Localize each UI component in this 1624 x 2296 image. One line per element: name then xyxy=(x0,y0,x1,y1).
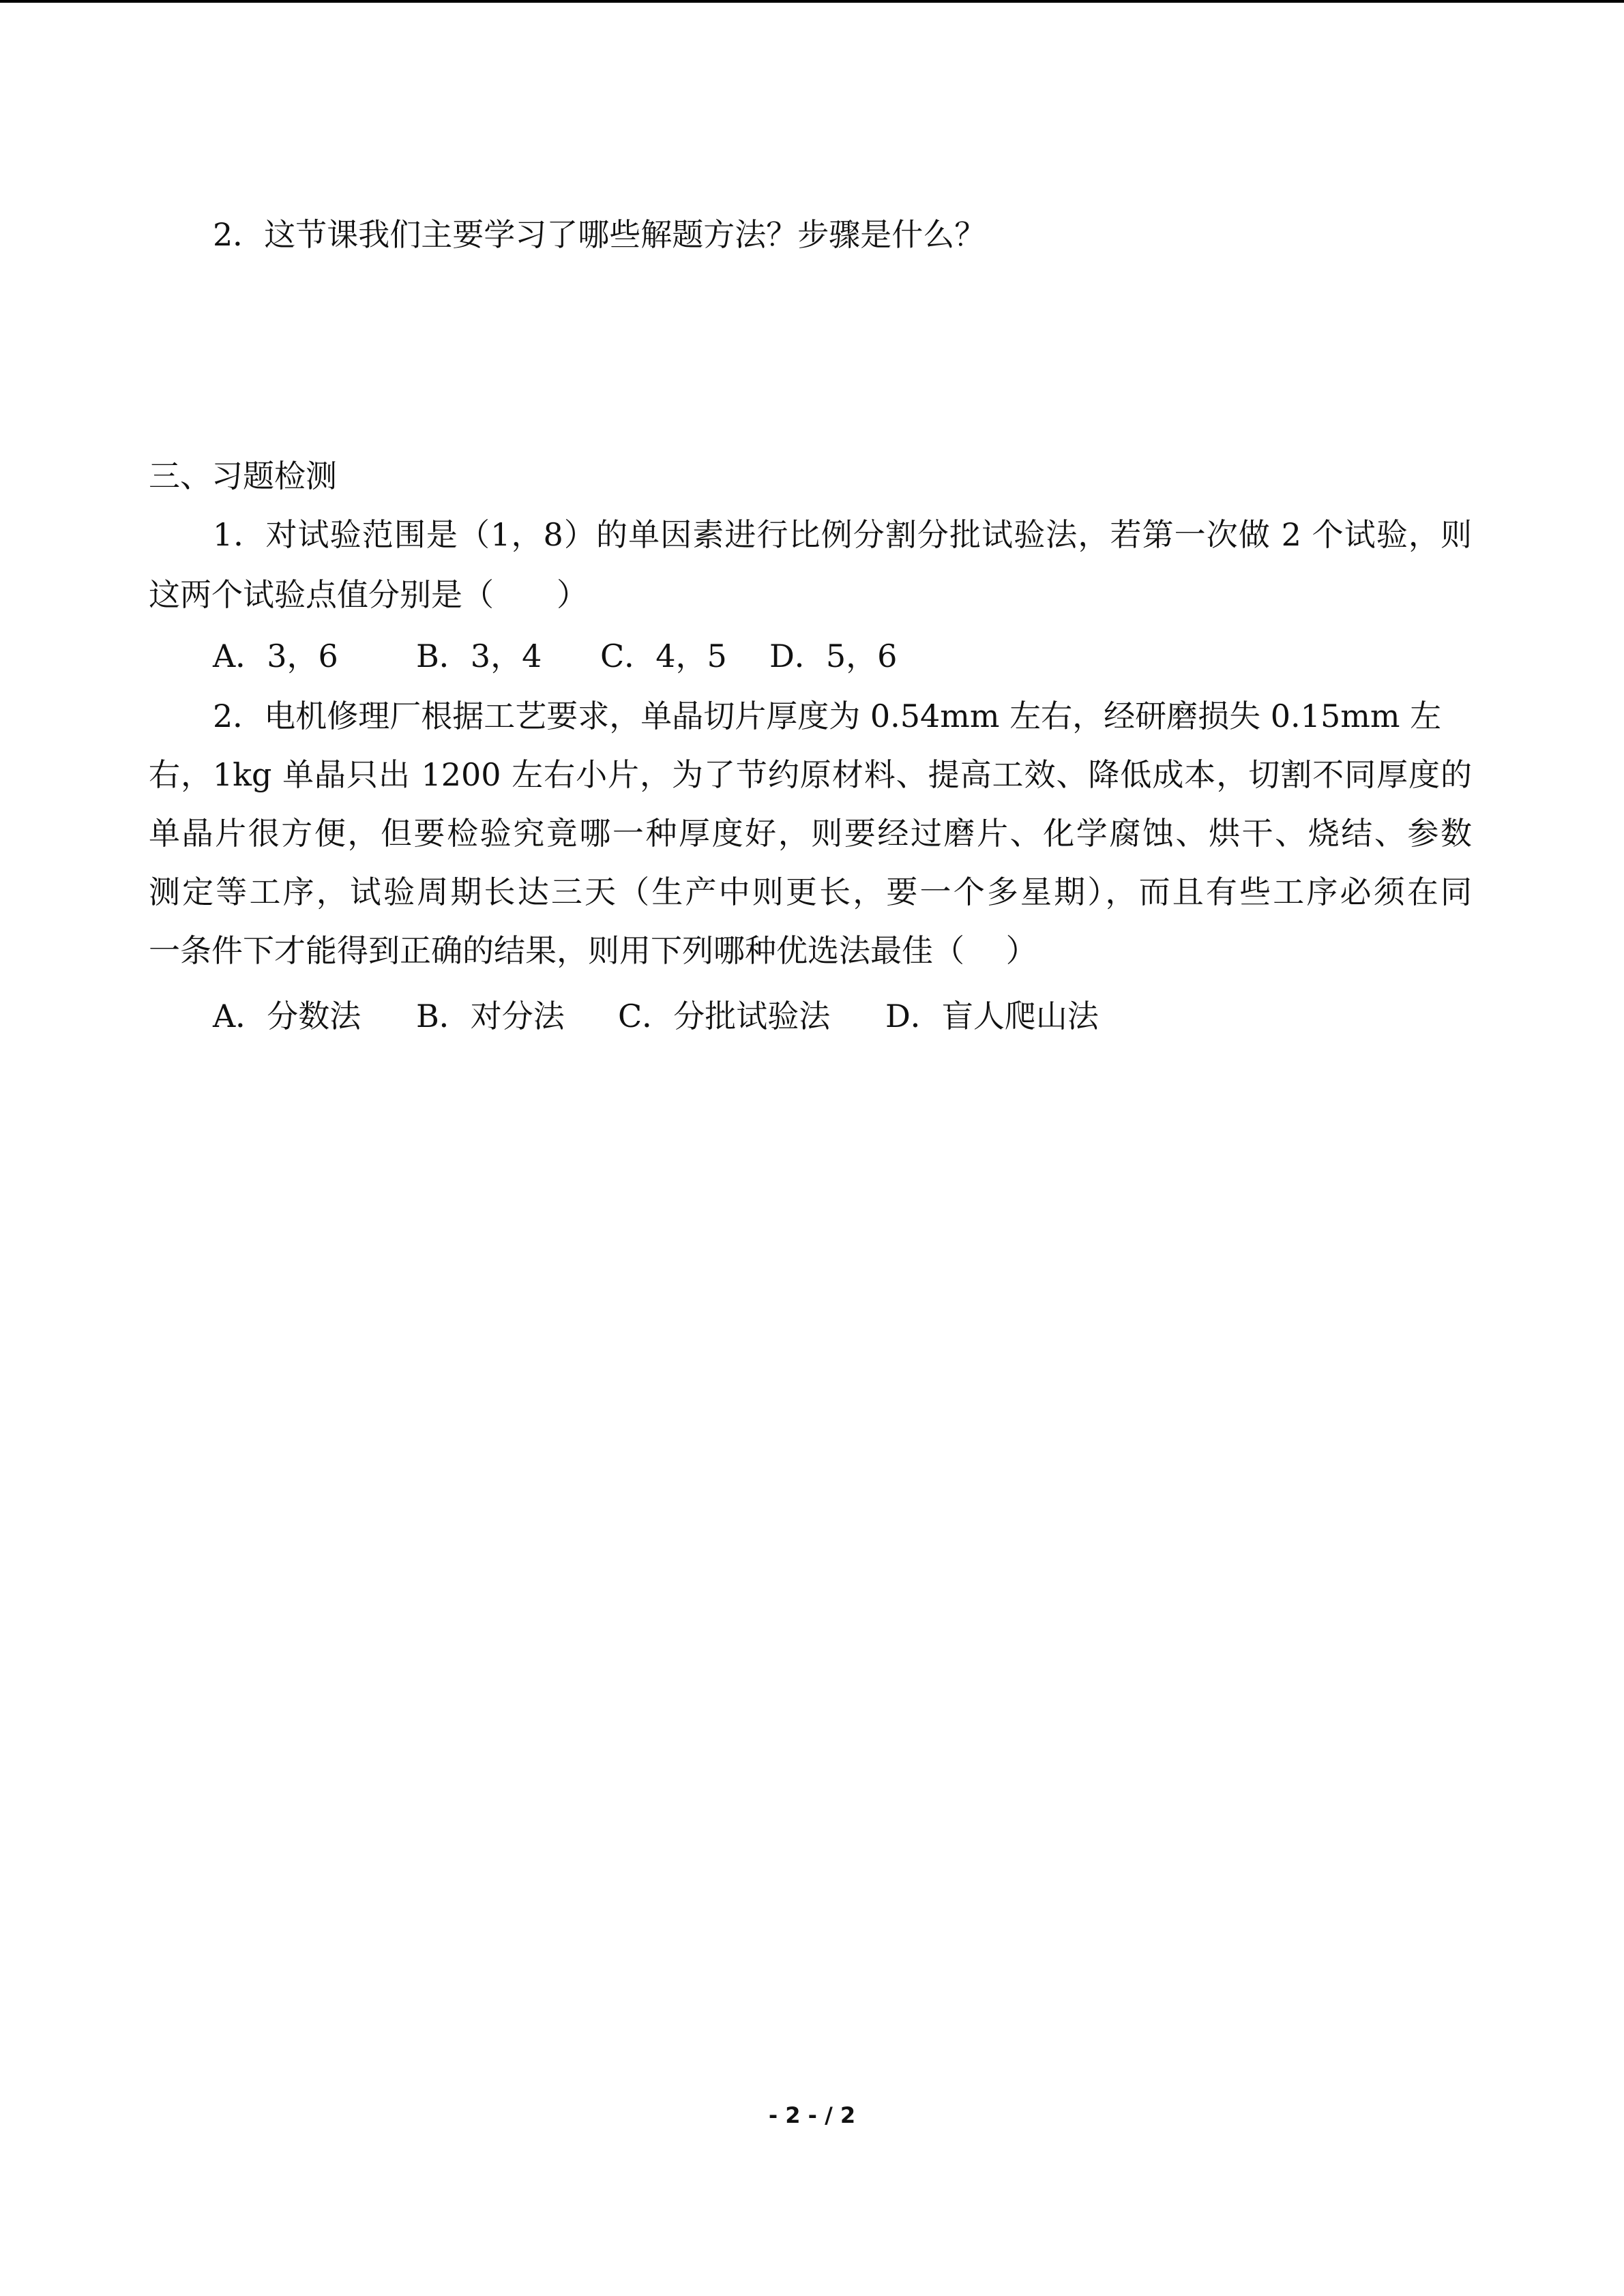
q1-option-b: B．3，4 xyxy=(416,638,542,674)
q2-option-c: C．分批试验法 xyxy=(618,998,831,1034)
review-question-2: 2．这节课我们主要学习了哪些解题方法？步骤是什么？ xyxy=(213,216,986,253)
q1-line-2: 这两个试验点值分别是（ ） xyxy=(149,576,588,613)
q1-option-c: C．4，5 xyxy=(600,638,727,674)
q1-option-a: A．3，6 xyxy=(213,638,338,674)
q2-line-1: 2．电机修理厂根据工艺要求，单晶切片厚度为 0.54mm 左右，经研磨损失 0.15mm 左 xyxy=(213,698,1442,734)
q2-option-b: B．对分法 xyxy=(416,998,565,1034)
q2-line-3: 单晶片很方便，但要检验究竟哪一种厚度好，则要经过磨片、化学腐蚀、烘干、烧结、参数 xyxy=(149,815,1472,852)
q2-option-a: A．分数法 xyxy=(213,998,361,1034)
q1-option-d: D．5，6 xyxy=(769,638,898,674)
q2-line-5: 一条件下才能得到正确的结果，则用下列哪种优选法最佳（ ） xyxy=(149,932,1037,969)
section-heading: 三、习题检测 xyxy=(149,458,337,494)
page-number: - 2 - / 2 xyxy=(768,2102,856,2128)
q2-options xyxy=(213,994,1099,1038)
q2-line-4: 测定等工序，试验周期长达三天（生产中则更长，要一个多星期），而且有些工序必须在同 xyxy=(149,874,1472,910)
q2-option-d: D．盲人爬山法 xyxy=(885,998,1099,1034)
q1-options xyxy=(213,634,897,678)
q1-line-1: 1．对试验范围是（1，8）的单因素进行比例分割分批试验法，若第一次做 2 个试验，则 xyxy=(213,516,1472,553)
q2-line-2: 右，1kg 单晶只出 1200 左右小片，为了节约原材料、提高工效、降低成本，切割不同厚度的 xyxy=(149,756,1472,793)
